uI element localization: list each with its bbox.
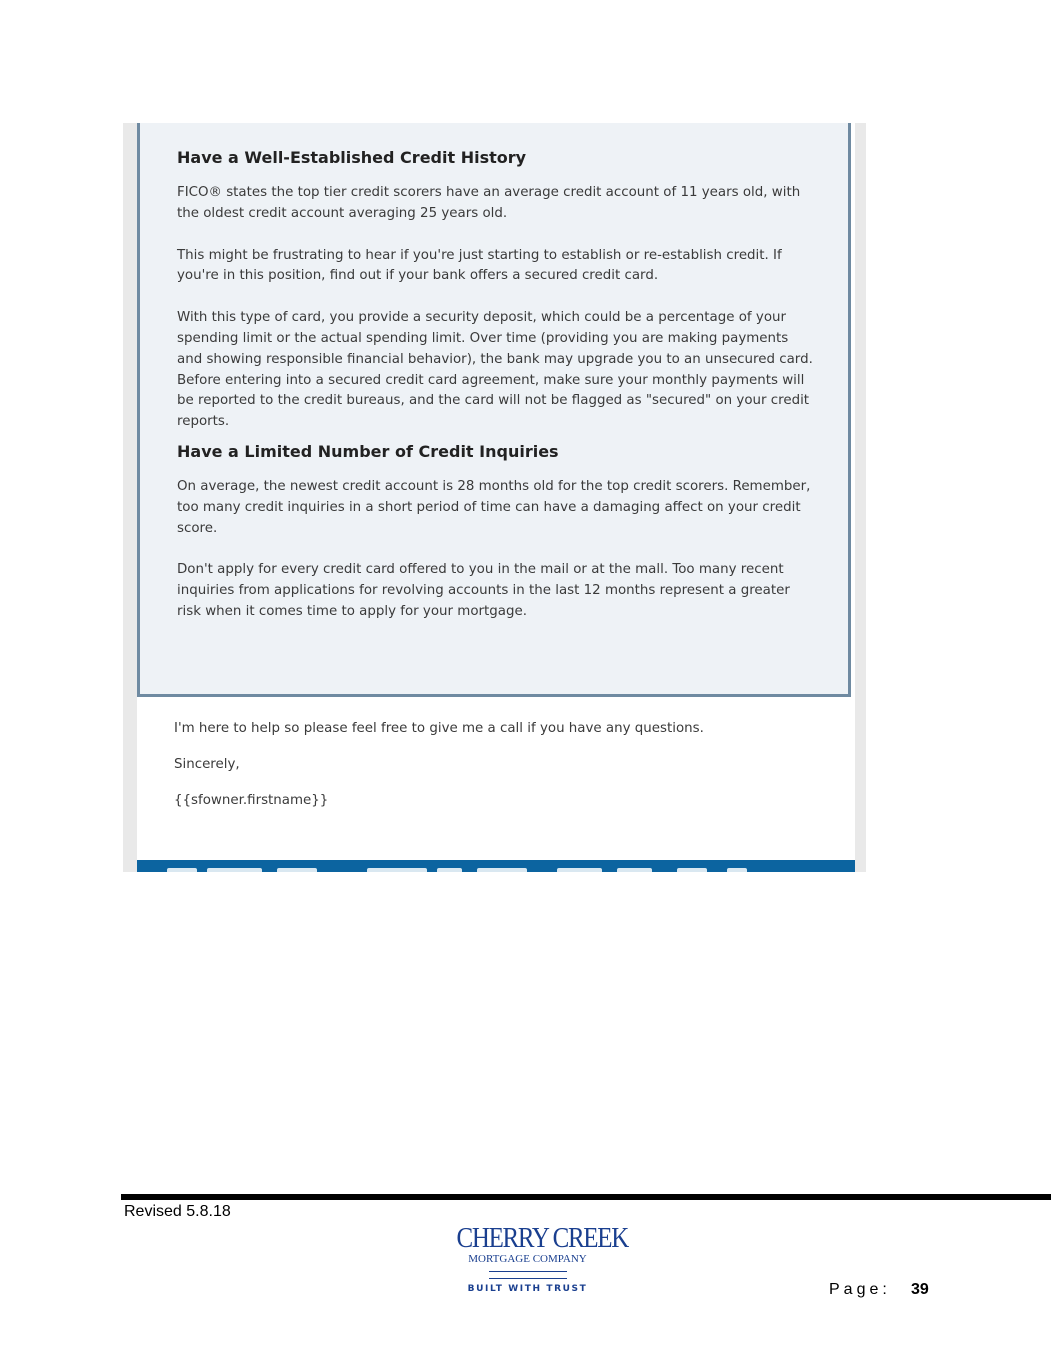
paragraph-newest-account: On average, the newest credit account is 28 months old for the top credit scorers. Remember, too many credit inquiries in a short period of time can have a damaging affect on your credit score. [177,478,811,536]
page-label: Page: [829,1281,891,1298]
paragraph-fico-average: FICO® states the top tier credit scorers have an average credit account of 11 years old, with the oldest credit account averaging 25 years old. [177,185,801,221]
panel-content [177,143,817,623]
logo-subtitle: MORTGAGE COMPANY [468,1253,587,1265]
signature-placeholder: {{sfowner.firstname}} [174,793,329,808]
footer-banner [137,860,855,872]
section-heading-credit-inquiries: Have a Limited Number of Credit Inquiries [177,441,559,461]
sign-off: Sincerely, [174,757,240,772]
footer-rule [121,1194,1051,1200]
credit-tips-panel [137,123,851,697]
company-logo [445,1222,628,1302]
logo-divider [489,1271,567,1279]
logo-tagline: BUILT WITH TRUST [467,1284,588,1294]
paragraph-secured-card-intro: This might be frustrating to hear if you're just starting to establish or re-establish credit. If you're in this position, find out if your bank offers a secured credit card. [177,247,782,284]
closing-line: I'm here to help so please feel free to give me a call if you have any questions. [174,721,704,736]
section-heading-credit-history: Have a Well-Established Credit History [177,148,527,167]
revision-date: Revised 5.8.18 [124,1203,231,1220]
logo-name: CHERRY CREEK [456,1222,628,1254]
paragraph-dont-apply: Don't apply for every credit card offered to you in the mail or at the mall. Too many recent inquiries from applications for revolving accounts in the last 12 months represent a greater risk when it comes time to apply for your mortgage. [177,562,790,619]
page-number: 39 [911,1281,929,1298]
paragraph-security-deposit: With this type of card, you provide a security deposit, which could be a percentage of your spending limit or the actual spending limit. Over time (providing you are making payments and showing responsible financial behavior), the bank may upgrade you to an unsecured card. Before entering into a secured credit card agreement, make sure your monthly payments will be reported to the credit bureaus, and the card will not be flagged as "secured" on your credit reports. [177,310,813,430]
email-screenshot [123,123,866,872]
letter-closing [174,719,834,811]
